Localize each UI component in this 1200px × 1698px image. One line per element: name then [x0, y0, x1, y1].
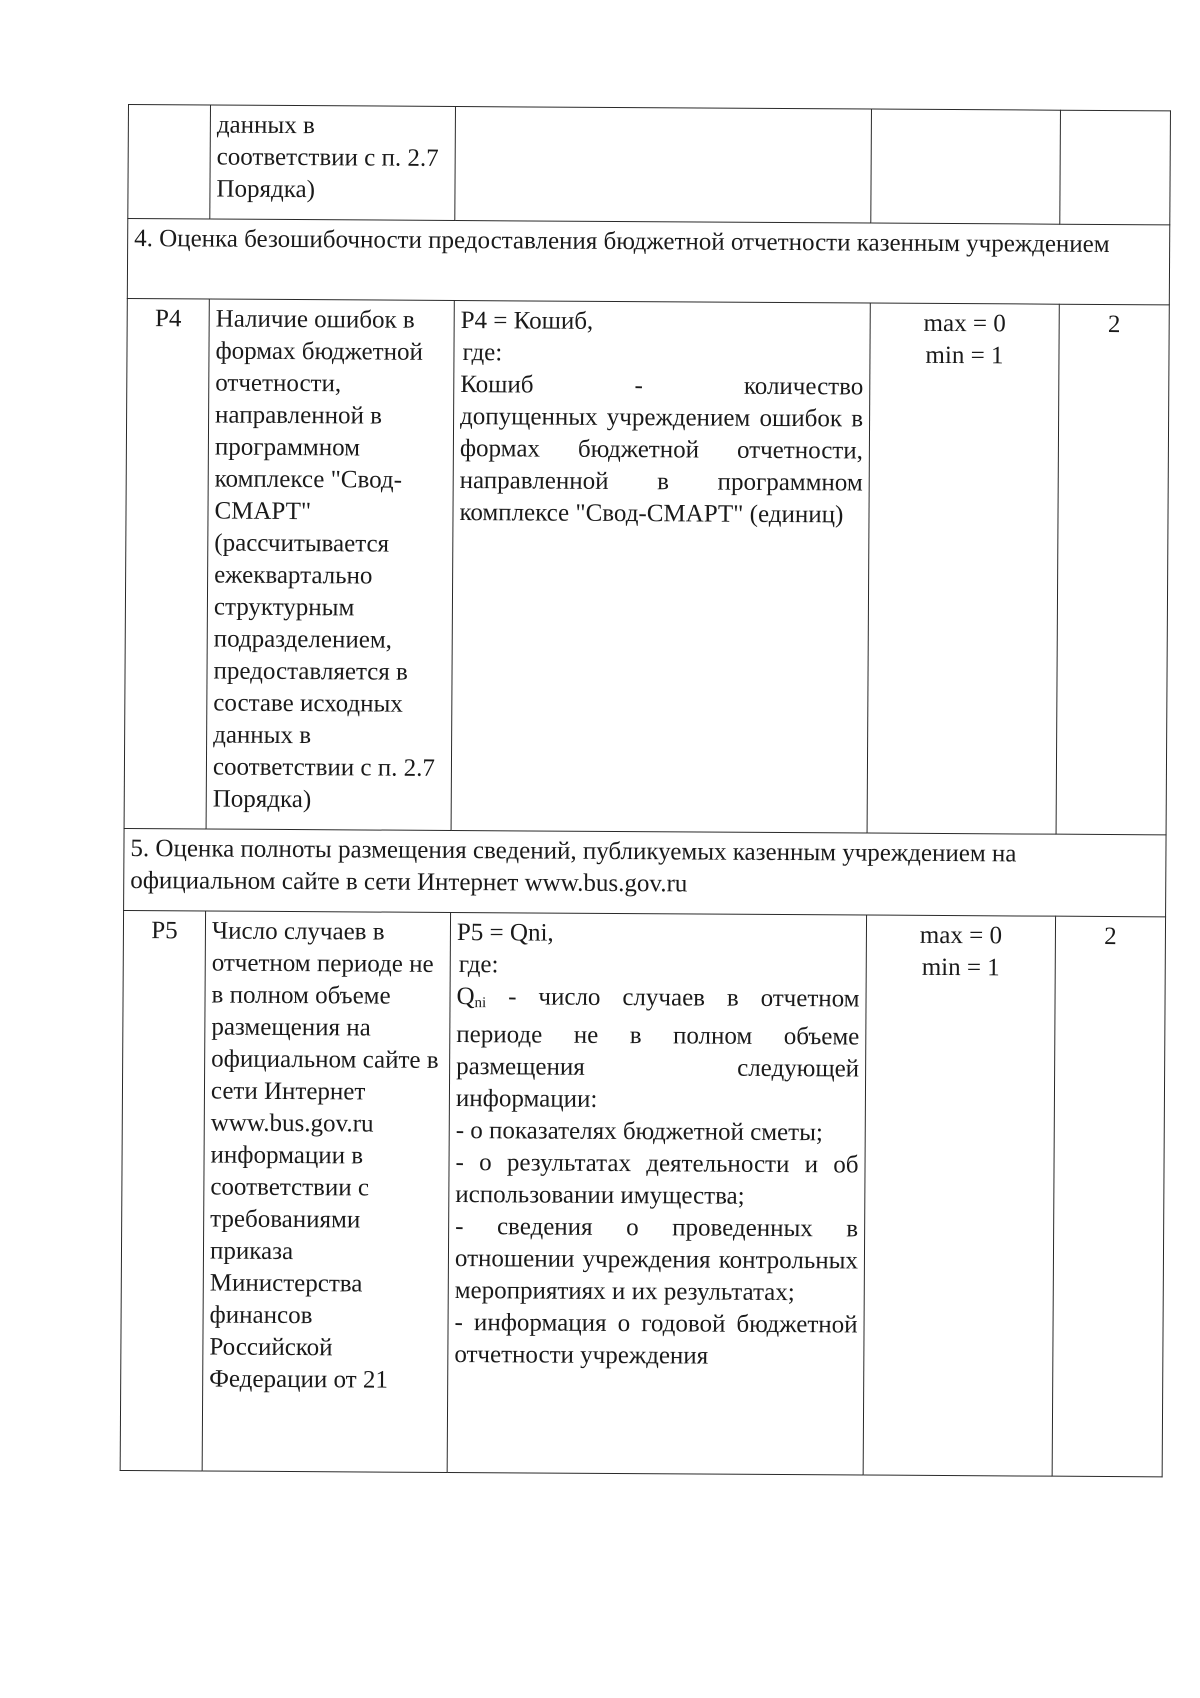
section-4-title: 4. Оценка безошибочности предоставления бюджетной отчетности казенным учреждением: [127, 219, 1169, 305]
cell-weight: [1060, 110, 1171, 225]
formula-expression: P5 = Qni,: [456, 919, 554, 947]
cell-formula: [455, 107, 872, 224]
cell-code: P4: [124, 298, 209, 828]
list-item: - о показателях бюджетной сметы;: [455, 1117, 823, 1147]
cell-code: [128, 105, 211, 219]
cell-code: P5: [120, 910, 205, 1470]
formula-where: где:: [462, 339, 503, 367]
range-min: min = 1: [925, 341, 1004, 370]
formula-expression: P4 = Кошиб,: [460, 307, 594, 335]
list-item: - информация о годовой бюджетной отчетности учреждения: [454, 1309, 858, 1370]
formula-variable-subscript: ni: [474, 995, 487, 1012]
table-row-p4: [124, 298, 1169, 834]
formula-variable-description: [456, 981, 860, 1117]
section-header-row: [124, 828, 1166, 916]
cell-weight: 2: [1056, 304, 1169, 835]
cell-range: [867, 303, 1059, 834]
section-header-row: [127, 219, 1169, 305]
range-max: max = 0: [923, 309, 1006, 338]
cell-indicator-name: данных в соответствии с п. 2.7 Порядка): [210, 105, 456, 220]
indicator-table: [120, 104, 1171, 1477]
list-item: - о результатах деятельности и об использовании имущества;: [455, 1149, 859, 1210]
table-row-p5: [120, 910, 1165, 1476]
formula-variable-symbol: Q: [456, 983, 475, 1011]
formula-variable-description: допущенных учреждением ошибок в формах бюджетной отчетности, направленной в программном комплексе "Свод-СМАРТ" (единиц): [459, 403, 864, 529]
formula-variable-text: - число случаев в отчетном периоде не в полном объеме размещения следующей информации:: [455, 983, 860, 1113]
cell-formula: [451, 300, 870, 833]
cell-formula: [447, 912, 866, 1475]
formula-where: где:: [458, 951, 499, 979]
section-5-title: 5. Оценка полноты размещения сведений, публикуемых казенным учреждением на официальном сайте в сети Интернет www.bus.gov.ru: [124, 828, 1166, 916]
range-min: min = 1: [921, 953, 1000, 982]
list-item: - сведения о проведенных в отношении учреждения контрольных мероприятиях и их результатах;: [454, 1213, 859, 1307]
cell-range: [871, 109, 1061, 224]
cell-indicator-name: Число случаев в отчетном периоде не в полном объеме размещения на официальном сайте в сети Интернет www.bus.gov.ru информации в соответствии с требованиями приказа Министерства финансов Российской Федерации от 21: [202, 911, 450, 1472]
cell-indicator-name: Наличие ошибок в формах бюджетной отчетности, направленной в программном комплексе "Свод-СМАРТ" (рассчитывается ежеквартально структурным подразделением, предоставляется в составе исходных данных в соответствии с п. 2.7 Порядка): [206, 299, 454, 830]
table-row-continuation: [128, 105, 1171, 225]
formula-variable-head: Кошиб - количество: [460, 371, 864, 401]
cell-range: [863, 915, 1055, 1476]
cell-weight: 2: [1052, 916, 1165, 1477]
range-max: max = 0: [919, 921, 1003, 950]
